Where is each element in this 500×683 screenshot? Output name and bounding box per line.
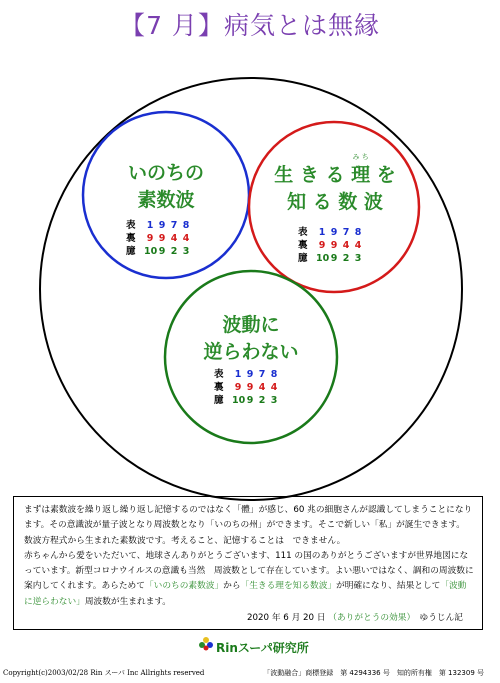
left-circle-label: いのちの 素数波 <box>127 162 204 211</box>
number-row: 臆 109 2 3 <box>126 246 190 257</box>
message-box <box>13 496 483 630</box>
ruby-annotation: み ち 理 <box>351 153 371 186</box>
number-row: 表 1 9 7 8 <box>214 369 278 380</box>
number-row: 裏 9 9 4 4 <box>214 382 278 393</box>
ruby-annotation: 體 <box>241 505 250 515</box>
number-row: 裏 9 9 4 4 <box>126 233 190 244</box>
signature: 2020 年 6 月 20 日 （ありがとうの効果） ゆうじん記 <box>246 613 463 624</box>
number-row: 表 1 9 7 8 <box>298 227 362 238</box>
copyright-text: Copyright(c)2003/02/28 Rin スーパ Inc Allrights reserved <box>3 669 205 677</box>
bottom-number-table <box>214 368 280 407</box>
number-row: 裏 9 9 4 4 <box>298 240 362 251</box>
number-row: 臆 109 2 3 <box>214 395 278 406</box>
left-number-table <box>126 219 192 258</box>
bottom-circle-label: 波動に 逆らわない <box>203 314 299 363</box>
paragraph-2: 数波方程式から生まれた素数波です。考えること、記憶することは できません。 <box>24 535 346 546</box>
ruby-annotation: 州 <box>249 520 258 531</box>
brand-logo: Rinスーパ研究所 <box>198 636 302 658</box>
right-number-table <box>298 226 364 265</box>
flower-logo-icon <box>198 636 214 652</box>
number-row: 臆 109 2 3 <box>298 253 362 264</box>
registration-text: 「波動融合」商標登録 第 4294336 号 知的所有権 第 132309 号 <box>263 669 484 677</box>
right-circle-label: 生 き る み ち 理 を 知 る 数 波 <box>274 153 396 213</box>
paragraph-3: 赤ちゃんから愛をいただいて、地球さんありがとうございます、111 の国のありがとうございますが世界地図になっています。新型コロナウイルスの意識も当然 周波数として存在しています。よい悪いではなく、調和の周波数に案内してくれます。あらためて「いのちの素数波」から「生きる理を知る数波」が明確になり、結果として「波動に逆らわない」周波数が生まれます。 <box>24 550 474 607</box>
paragraph-1: まずは素数波を繰り返し繰り返し記憶するのではなく「 體」が感じ、60 兆の細胞さんが認識してしまうことになります。その意識波が量子波となり周波数となり「いのちの 州」ができます。そこで新しい「私」が誕生できます。 <box>24 503 474 534</box>
page-title: 【7 月】病気とは無縁 <box>120 11 380 40</box>
number-row: 表 1 9 7 8 <box>126 220 190 231</box>
